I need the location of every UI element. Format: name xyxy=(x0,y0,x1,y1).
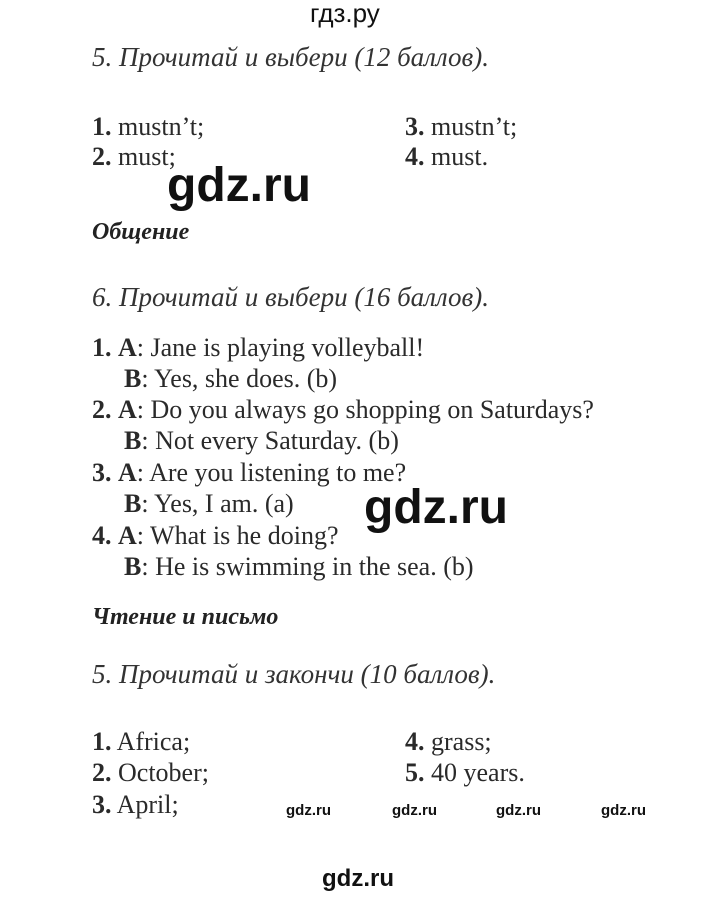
answer-item xyxy=(92,727,190,757)
answer-item xyxy=(405,112,517,142)
speaker-label: A xyxy=(118,458,137,487)
dialog-line-a xyxy=(92,521,338,551)
watermark-small: gdz.ru xyxy=(286,802,331,819)
watermark-big: gdz.ru xyxy=(364,481,508,534)
task-5-finish-title: 5. Прочитай и закончи (10 баллов). xyxy=(92,659,496,689)
answer-item xyxy=(405,758,525,788)
answer-number: 1. xyxy=(92,112,112,141)
answer-item xyxy=(92,758,209,788)
answer-number: 2. xyxy=(92,142,112,171)
answer-number: 2. xyxy=(92,758,112,787)
dialog-text: : Yes, she does. (b) xyxy=(141,364,338,393)
answer-text: grass; xyxy=(424,727,492,756)
dialog-text: : Are you listening to me? xyxy=(136,458,407,487)
watermark-small: gdz.ru xyxy=(601,802,646,819)
answer-text: must. xyxy=(424,142,489,171)
dialog-line-b xyxy=(124,489,294,519)
watermark-top: гдз.ру xyxy=(310,0,380,28)
watermark-big: gdz.ru xyxy=(167,159,311,212)
answer-number: 3. xyxy=(405,112,425,141)
answer-number: 4. xyxy=(405,727,425,756)
dialog-text: : Jane is playing volleyball! xyxy=(136,333,425,362)
dialog-line-b xyxy=(124,364,337,394)
answer-item xyxy=(92,112,204,142)
dialog-text: : What is he doing? xyxy=(136,521,339,550)
item-number: 3. xyxy=(92,458,112,487)
dialog-line-a xyxy=(92,395,594,425)
speaker-label: A xyxy=(118,521,137,550)
item-number: 2. xyxy=(92,395,112,424)
item-number: 1. xyxy=(92,333,112,362)
dialog-text: : Not every Saturday. (b) xyxy=(141,426,399,455)
answer-text: mustn’t; xyxy=(424,112,518,141)
task-5-choose-title: 5. Прочитай и выбери (12 баллов). xyxy=(92,42,489,72)
item-number: 4. xyxy=(92,521,112,550)
answer-number: 1. xyxy=(92,727,112,756)
answer-text: October; xyxy=(111,758,209,787)
answer-item xyxy=(405,142,488,172)
dialog-text: : Yes, I am. (a) xyxy=(141,489,294,518)
answer-text: mustn’t; xyxy=(111,112,205,141)
watermark-small: gdz.ru xyxy=(392,802,437,819)
speaker-label: B xyxy=(124,364,142,393)
answer-text: must; xyxy=(111,142,176,171)
watermark-bottom: gdz.ru xyxy=(322,865,394,892)
dialog-text: : Do you always go shopping on Saturdays? xyxy=(136,395,594,424)
speaker-label: B xyxy=(124,426,142,455)
task-6-title: 6. Прочитай и выбери (16 баллов). xyxy=(92,282,489,312)
answer-text: 40 years. xyxy=(424,758,525,787)
speaker-label: A xyxy=(118,333,137,362)
answer-item xyxy=(92,142,176,172)
answer-number: 4. xyxy=(405,142,425,171)
watermark-small: gdz.ru xyxy=(496,802,541,819)
answer-text: April; xyxy=(111,790,179,819)
answer-text: Africa; xyxy=(111,727,191,756)
speaker-label: B xyxy=(124,489,142,518)
speaker-label: A xyxy=(118,395,137,424)
section-heading-communication: Общение xyxy=(92,219,190,245)
dialog-line-b xyxy=(124,552,474,582)
dialog-line-a xyxy=(92,458,406,488)
answer-number: 5. xyxy=(405,758,425,787)
dialog-line-a xyxy=(92,333,424,363)
speaker-label: B xyxy=(124,552,142,581)
answer-number: 3. xyxy=(92,790,112,819)
answer-item xyxy=(405,727,492,757)
dialog-text: : He is swimming in the sea. (b) xyxy=(141,552,474,581)
dialog-line-b xyxy=(124,426,399,456)
answer-item xyxy=(92,790,179,820)
section-heading-reading-writing: Чтение и письмо xyxy=(92,604,279,630)
